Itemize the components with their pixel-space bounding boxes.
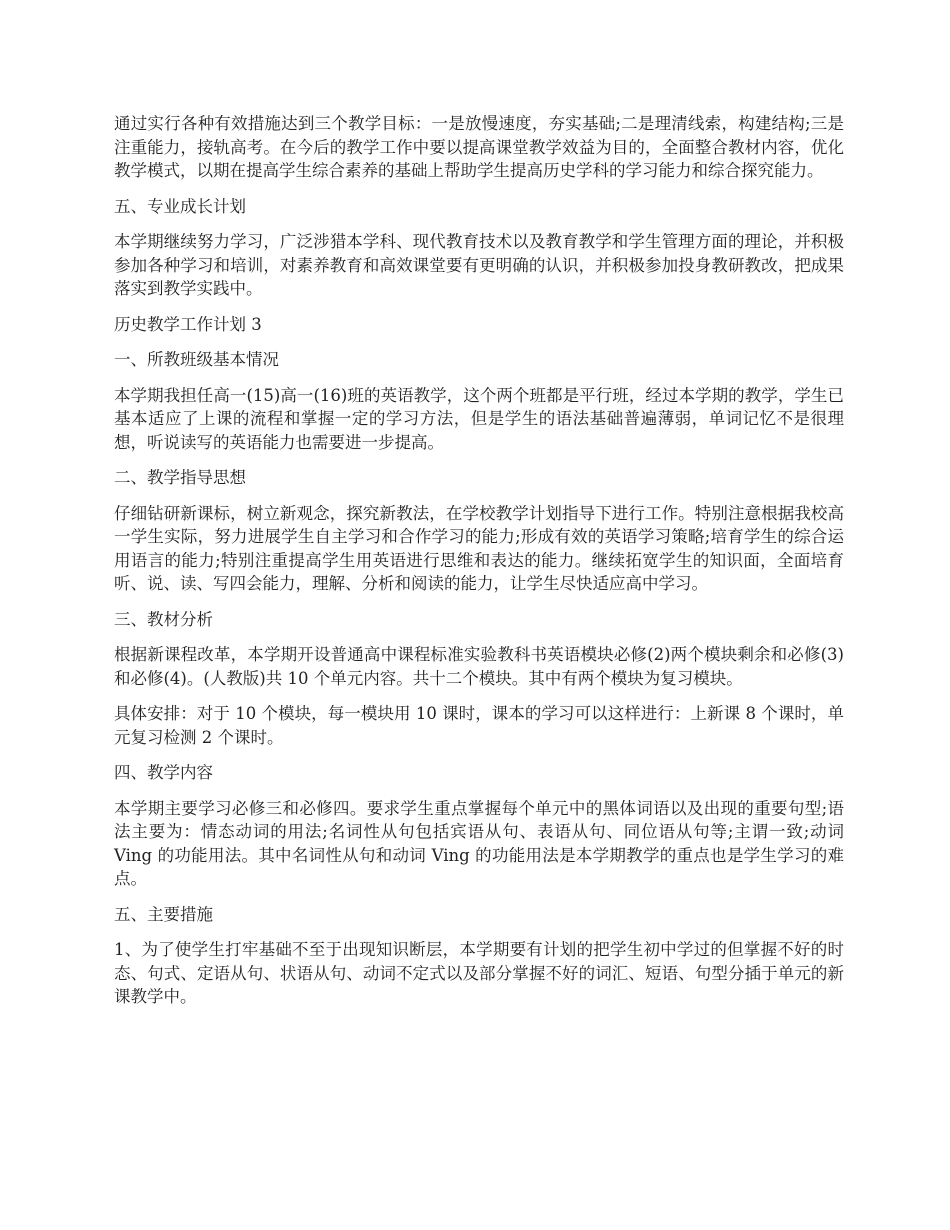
paragraph-teaching-goals: 通过实行各种有效措施达到三个教学目标：一是放慢速度，夯实基础;二是理清线索，构建结构;三是注重能力，接轨高考。在今后的教学工作中要以提高课堂教学效益为目的，全面整合教材内容，优化教学模式，以期在提高学生综合素养的基础上帮助学生提高历史学科的学习能力和综合探究能力。 bbox=[114, 114, 844, 180]
paragraph-professional-growth: 本学期继续努力学习，广泛涉猎本学科、现代教育技术以及教育教学和学生管理方面的理论，并积极参加各种学习和培训，对素养教育和高效课堂要有更明确的认识，并积极参加投身教研教改，把成果落实到教学实践中。 bbox=[114, 232, 844, 298]
paragraph-class-situation: 本学期我担任高一(15)高一(16)班的英语教学，这个两个班都是平行班，经过本学期的教学，学生已基本适应了上课的流程和掌握一定的学习方法，但是学生的语法基础普遍薄弱，单词记忆不是很理想，听说读写的英语能力也需要进一步提高。 bbox=[114, 385, 844, 452]
document-page bbox=[114, 112, 844, 1021]
heading-guiding-ideas: 二、教学指导思想 bbox=[114, 468, 246, 487]
paragraph-teaching-content: 本学期主要学习必修三和必修四。要求学生重点掌握每个单元中的黑体词语以及出现的重要句型;语法主要为：情态动词的用法;名词性从句包括宾语从句、表语从句、同位语从句等;主谓一致;动词 Ving 的功能用法。其中名词性从句和动词 Ving 的功能用法是本学期教学的重点也是学生学习的难点。 bbox=[114, 798, 844, 888]
heading-professional-growth: 五、专业成长计划 bbox=[114, 196, 246, 216]
paragraph-guiding-ideas: 仔细钻研新课标，树立新观念，探究新教法，在学校教学计划指导下进行工作。特别注意根据我校高一学生实际，努力进展学生自主学习和合作学习的能力;形成有效的英语学习策略;培育学生的综合运用语言的能力;特别注重提高学生用英语进行思维和表达的能力。继续拓宽学生的知识面，全面培育听、说、读、写四会能力，理解、分析和阅读的能力，让学生尽快适应高中学习。 bbox=[114, 503, 844, 593]
heading-class-situation: 一、所教班级基本情况 bbox=[114, 350, 279, 369]
paragraph-measure-1: 1、为了使学生打牢基础不至于出现知识断层，本学期要有计划的把学生初中学过的但掌握不好的时态、句式、定语从句、状语从句、动词不定式以及部分掌握不好的词汇、短语、句型分插于单元的新课教学中。 bbox=[114, 940, 844, 1006]
heading-textbook-analysis: 三、教材分析 bbox=[114, 609, 213, 629]
heading-teaching-content: 四、教学内容 bbox=[114, 763, 213, 782]
heading-main-measures: 五、主要措施 bbox=[114, 904, 213, 924]
heading-plan-3: 历史教学工作计划 3 bbox=[114, 314, 262, 334]
paragraph-textbook-analysis: 根据新课程改革，本学期开设普通高中课程标准实验教科书英语模块必修(2)两个模块剩余和必修(3)和必修(4)。(人教版)共 10 个单元内容。共十二个模块。其中有两个模块为复习模块。 bbox=[114, 645, 844, 688]
paragraph-arrangement: 具体安排：对于 10 个模块，每一模块用 10 课时，课本的学习可以这样进行：上新课 8 个课时，单元复习检测 2 个课时。 bbox=[114, 704, 844, 747]
